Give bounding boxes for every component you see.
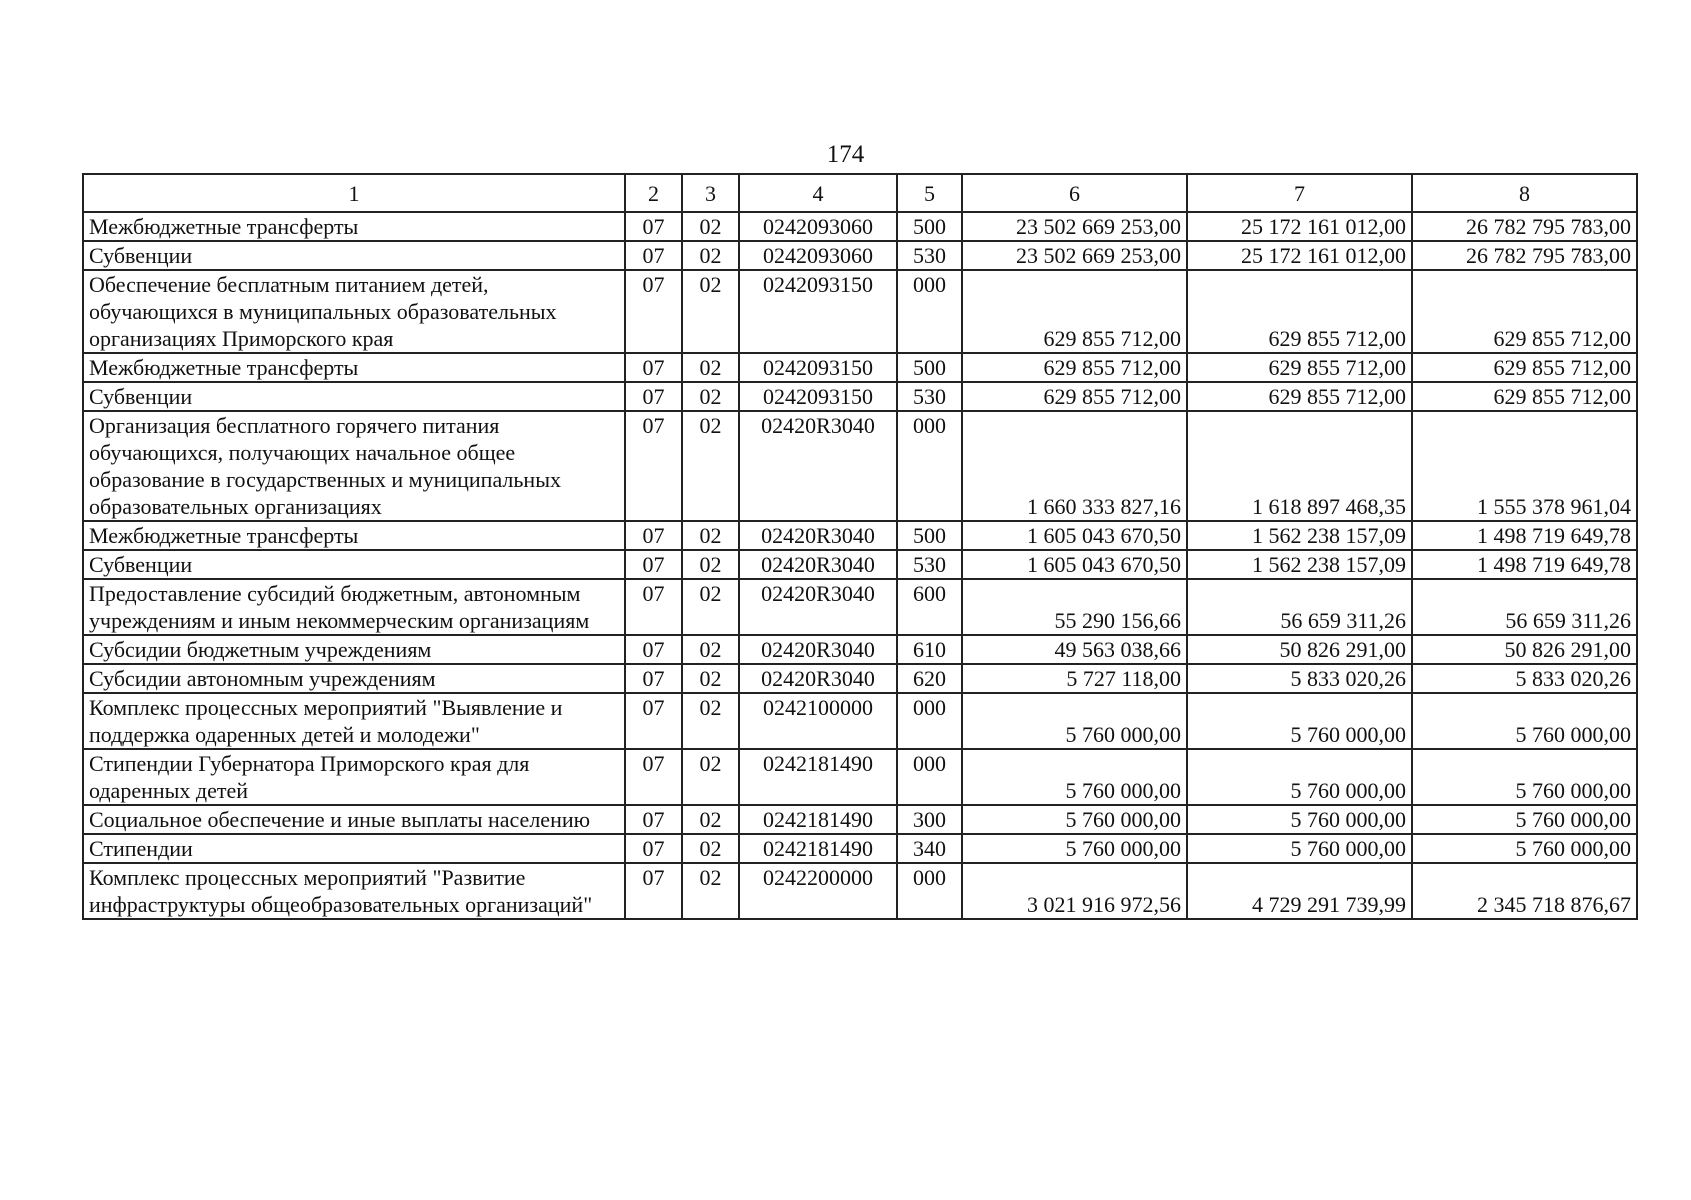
subsection-code: 02 bbox=[682, 270, 739, 353]
amount-col-8: 1 555 378 961,04 bbox=[1412, 411, 1637, 521]
expense-type-code: 500 bbox=[897, 212, 962, 241]
target-article-code: 0242200000 bbox=[739, 863, 897, 919]
subsection-code: 02 bbox=[682, 579, 739, 635]
expense-type-code: 000 bbox=[897, 411, 962, 521]
subsection-code: 02 bbox=[682, 635, 739, 664]
amount-col-8: 50 826 291,00 bbox=[1412, 635, 1637, 664]
section-code: 07 bbox=[625, 805, 682, 834]
expense-type-code: 600 bbox=[897, 579, 962, 635]
amount-col-6: 1 605 043 670,50 bbox=[962, 521, 1187, 550]
table-row bbox=[83, 664, 1637, 693]
amount-col-7: 1 618 897 468,35 bbox=[1187, 411, 1412, 521]
amount-col-6: 5 727 118,00 bbox=[962, 664, 1187, 693]
target-article-code: 02420R3040 bbox=[739, 521, 897, 550]
row-name: Организация бесплатного горячего питания обучающихся, получающих начальное общее образование в государственных и муниципальных образовательных организациях bbox=[83, 411, 625, 521]
subsection-code: 02 bbox=[682, 521, 739, 550]
row-name: Субвенции bbox=[83, 382, 625, 411]
row-name: Субвенции bbox=[83, 550, 625, 579]
subsection-code: 02 bbox=[682, 664, 739, 693]
amount-col-8: 26 782 795 783,00 bbox=[1412, 241, 1637, 270]
amount-col-6: 5 760 000,00 bbox=[962, 693, 1187, 749]
amount-col-7: 5 833 020,26 bbox=[1187, 664, 1412, 693]
section-code: 07 bbox=[625, 353, 682, 382]
row-name: Межбюджетные трансферты bbox=[83, 353, 625, 382]
amount-col-7: 5 760 000,00 bbox=[1187, 749, 1412, 805]
amount-col-6: 629 855 712,00 bbox=[962, 382, 1187, 411]
amount-col-8: 5 760 000,00 bbox=[1412, 834, 1637, 863]
table-row bbox=[83, 635, 1637, 664]
amount-col-8: 1 498 719 649,78 bbox=[1412, 521, 1637, 550]
row-name: Предоставление субсидий бюджетным, автономным учреждениям и иным некоммерческим организациям bbox=[83, 579, 625, 635]
section-code: 07 bbox=[625, 693, 682, 749]
section-code: 07 bbox=[625, 863, 682, 919]
subsection-code: 02 bbox=[682, 353, 739, 382]
subsection-code: 02 bbox=[682, 805, 739, 834]
amount-col-8: 629 855 712,00 bbox=[1412, 270, 1637, 353]
target-article-code: 0242093060 bbox=[739, 212, 897, 241]
expense-type-code: 530 bbox=[897, 382, 962, 411]
amount-col-6: 5 760 000,00 bbox=[962, 805, 1187, 834]
table-row bbox=[83, 241, 1637, 270]
expense-type-code: 620 bbox=[897, 664, 962, 693]
amount-col-7: 629 855 712,00 bbox=[1187, 353, 1412, 382]
expense-type-code: 530 bbox=[897, 241, 962, 270]
target-article-code: 0242100000 bbox=[739, 693, 897, 749]
amount-col-6: 629 855 712,00 bbox=[962, 270, 1187, 353]
section-code: 07 bbox=[625, 382, 682, 411]
row-name: Межбюджетные трансферты bbox=[83, 521, 625, 550]
row-name: Субсидии бюджетным учреждениям bbox=[83, 635, 625, 664]
row-name: Обеспечение бесплатным питанием детей, обучающихся в муниципальных образовательных организациях Приморского края bbox=[83, 270, 625, 353]
section-code: 07 bbox=[625, 521, 682, 550]
amount-col-8: 5 833 020,26 bbox=[1412, 664, 1637, 693]
target-article-code: 02420R3040 bbox=[739, 411, 897, 521]
target-article-code: 0242181490 bbox=[739, 805, 897, 834]
amount-col-7: 50 826 291,00 bbox=[1187, 635, 1412, 664]
table-row bbox=[83, 693, 1637, 749]
amount-col-8: 5 760 000,00 bbox=[1412, 693, 1637, 749]
subsection-code: 02 bbox=[682, 411, 739, 521]
column-header: 3 bbox=[682, 174, 739, 212]
amount-col-7: 56 659 311,26 bbox=[1187, 579, 1412, 635]
amount-col-8: 2 345 718 876,67 bbox=[1412, 863, 1637, 919]
expense-type-code: 340 bbox=[897, 834, 962, 863]
table-row bbox=[83, 749, 1637, 805]
section-code: 07 bbox=[625, 270, 682, 353]
column-header: 7 bbox=[1187, 174, 1412, 212]
page-number: 174 bbox=[826, 141, 865, 168]
table-row bbox=[83, 270, 1637, 353]
amount-col-7: 5 760 000,00 bbox=[1187, 805, 1412, 834]
table-row bbox=[83, 579, 1637, 635]
amount-col-7: 1 562 238 157,09 bbox=[1187, 521, 1412, 550]
target-article-code: 0242093150 bbox=[739, 353, 897, 382]
amount-col-6: 23 502 669 253,00 bbox=[962, 241, 1187, 270]
column-header: 6 bbox=[962, 174, 1187, 212]
amount-col-7: 5 760 000,00 bbox=[1187, 693, 1412, 749]
subsection-code: 02 bbox=[682, 382, 739, 411]
row-name: Комплекс процессных мероприятий "Развитие инфраструктуры общеобразовательных организаций" bbox=[83, 863, 625, 919]
amount-col-6: 5 760 000,00 bbox=[962, 834, 1187, 863]
section-code: 07 bbox=[625, 834, 682, 863]
amount-col-8: 26 782 795 783,00 bbox=[1412, 212, 1637, 241]
amount-col-6: 629 855 712,00 bbox=[962, 353, 1187, 382]
amount-col-8: 629 855 712,00 bbox=[1412, 353, 1637, 382]
expense-type-code: 610 bbox=[897, 635, 962, 664]
target-article-code: 0242181490 bbox=[739, 834, 897, 863]
target-article-code: 0242093060 bbox=[739, 241, 897, 270]
subsection-code: 02 bbox=[682, 693, 739, 749]
expense-type-code: 000 bbox=[897, 693, 962, 749]
column-header: 5 bbox=[897, 174, 962, 212]
amount-col-6: 1 660 333 827,16 bbox=[962, 411, 1187, 521]
amount-col-6: 49 563 038,66 bbox=[962, 635, 1187, 664]
target-article-code: 0242093150 bbox=[739, 382, 897, 411]
subsection-code: 02 bbox=[682, 834, 739, 863]
row-name: Стипендии bbox=[83, 834, 625, 863]
subsection-code: 02 bbox=[682, 550, 739, 579]
target-article-code: 0242181490 bbox=[739, 749, 897, 805]
table-row bbox=[83, 411, 1637, 521]
section-code: 07 bbox=[625, 241, 682, 270]
target-article-code: 02420R3040 bbox=[739, 579, 897, 635]
section-code: 07 bbox=[625, 212, 682, 241]
section-code: 07 bbox=[625, 664, 682, 693]
amount-col-6: 5 760 000,00 bbox=[962, 749, 1187, 805]
row-name: Субсидии автономным учреждениям bbox=[83, 664, 625, 693]
subsection-code: 02 bbox=[682, 749, 739, 805]
expense-type-code: 500 bbox=[897, 521, 962, 550]
section-code: 07 bbox=[625, 411, 682, 521]
expense-type-code: 300 bbox=[897, 805, 962, 834]
section-code: 07 bbox=[625, 749, 682, 805]
table-row bbox=[83, 550, 1637, 579]
column-header: 2 bbox=[625, 174, 682, 212]
amount-col-7: 5 760 000,00 bbox=[1187, 834, 1412, 863]
subsection-code: 02 bbox=[682, 241, 739, 270]
column-header: 8 bbox=[1412, 174, 1637, 212]
amount-col-7: 1 562 238 157,09 bbox=[1187, 550, 1412, 579]
target-article-code: 02420R3040 bbox=[739, 664, 897, 693]
header-row bbox=[83, 174, 1637, 212]
amount-col-6: 23 502 669 253,00 bbox=[962, 212, 1187, 241]
table-row bbox=[83, 863, 1637, 919]
table-row bbox=[83, 382, 1637, 411]
subsection-code: 02 bbox=[682, 863, 739, 919]
amount-col-7: 4 729 291 739,99 bbox=[1187, 863, 1412, 919]
budget-table bbox=[82, 173, 1638, 920]
table-row bbox=[83, 834, 1637, 863]
table-row bbox=[83, 805, 1637, 834]
row-name: Межбюджетные трансферты bbox=[83, 212, 625, 241]
column-header: 4 bbox=[739, 174, 897, 212]
expense-type-code: 000 bbox=[897, 270, 962, 353]
amount-col-7: 25 172 161 012,00 bbox=[1187, 212, 1412, 241]
table-body bbox=[83, 212, 1637, 919]
target-article-code: 0242093150 bbox=[739, 270, 897, 353]
expense-type-code: 000 bbox=[897, 749, 962, 805]
column-header: 1 bbox=[83, 174, 625, 212]
row-name: Субвенции bbox=[83, 241, 625, 270]
table-row bbox=[83, 353, 1637, 382]
amount-col-8: 5 760 000,00 bbox=[1412, 805, 1637, 834]
amount-col-8: 1 498 719 649,78 bbox=[1412, 550, 1637, 579]
amount-col-8: 56 659 311,26 bbox=[1412, 579, 1637, 635]
amount-col-7: 629 855 712,00 bbox=[1187, 270, 1412, 353]
amount-col-6: 3 021 916 972,56 bbox=[962, 863, 1187, 919]
target-article-code: 02420R3040 bbox=[739, 550, 897, 579]
section-code: 07 bbox=[625, 579, 682, 635]
expense-type-code: 530 bbox=[897, 550, 962, 579]
section-code: 07 bbox=[625, 550, 682, 579]
amount-col-8: 5 760 000,00 bbox=[1412, 749, 1637, 805]
row-name: Стипендии Губернатора Приморского края для одаренных детей bbox=[83, 749, 625, 805]
table-row bbox=[83, 212, 1637, 241]
subsection-code: 02 bbox=[682, 212, 739, 241]
row-name: Социальное обеспечение и иные выплаты населению bbox=[83, 805, 625, 834]
amount-col-6: 1 605 043 670,50 bbox=[962, 550, 1187, 579]
expense-type-code: 000 bbox=[897, 863, 962, 919]
row-name: Комплекс процессных мероприятий "Выявление и поддержка одаренных детей и молодежи" bbox=[83, 693, 625, 749]
expense-type-code: 500 bbox=[897, 353, 962, 382]
target-article-code: 02420R3040 bbox=[739, 635, 897, 664]
amount-col-7: 629 855 712,00 bbox=[1187, 382, 1412, 411]
table-row bbox=[83, 521, 1637, 550]
amount-col-8: 629 855 712,00 bbox=[1412, 382, 1637, 411]
section-code: 07 bbox=[625, 635, 682, 664]
amount-col-6: 55 290 156,66 bbox=[962, 579, 1187, 635]
amount-col-7: 25 172 161 012,00 bbox=[1187, 241, 1412, 270]
